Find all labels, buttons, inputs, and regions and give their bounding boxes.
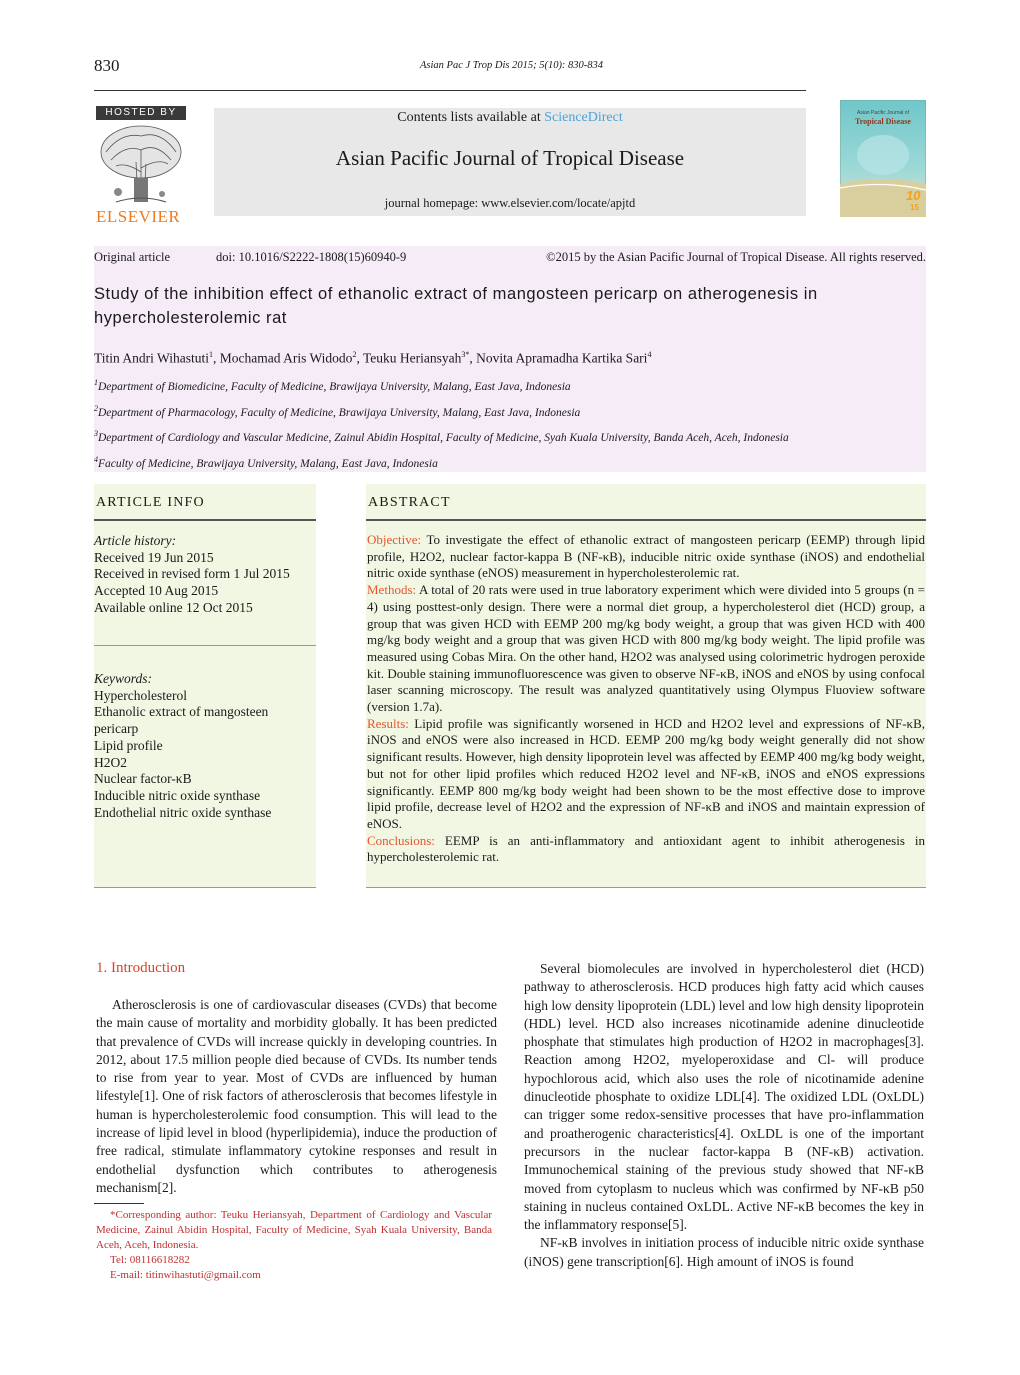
cover-issue-number: 10 — [906, 188, 921, 203]
introduction-heading: 1. Introduction — [96, 960, 186, 976]
cover-issue-year: 15 — [910, 203, 919, 212]
author-sup: 4 — [647, 350, 652, 359]
hosted-by-label: HOSTED BY — [96, 106, 186, 120]
elsevier-tree-logo — [96, 122, 186, 208]
article-info-heading: ARTICLE INFO — [96, 495, 205, 510]
author-list: Titin Andri Wihastuti$^1$, Mochamad Aris Widodo$^2$, Teuku Heriansyah$^{3*}$, Novita Apramadha Kartika Sari$^4$ — [94, 350, 652, 366]
corresponding-author: *Corresponding author: Teuku Heriansyah, Department of Cardiology and Vascular Medicine, Zainul Abidin Hospital, Faculty of Medicine, Syah Kuala University, Banda Aceh, Aceh, Indonesia. — [96, 1209, 492, 1251]
author-name: Novita Apramadha Kartika Sari — [476, 350, 648, 366]
history-item: Received 19 Jun 2015 — [94, 549, 214, 565]
doi[interactable]: doi: 10.1016/S2222-1808(15)60940-9 — [216, 250, 407, 264]
divider — [366, 519, 926, 521]
author-telephone: Tel: 08116618282 — [110, 1254, 190, 1266]
keywords — [94, 671, 304, 821]
page-number: 830 — [94, 56, 120, 75]
body-paragraph: NF-κB involves in initiation process of inducible nitric oxide synthase (iNOS) gene transcription[6]. High amount of iNOS is found — [524, 1235, 924, 1269]
footnote-rule — [94, 1203, 144, 1204]
cover-title-line2: Tropical Disease — [855, 117, 911, 126]
results-text: Lipid profile was significantly worsened in HCD and H2O2 level and expressions of NF-κB, iNOS and eNOS were also increased in HCD. EEMP 200 mg/kg body weight generally did not show significant results. However, high density lipoprotein level was affected by EEMP 400 mg/kg body weight, but not for other lipid profiles which reduced H2O2 level and NF-κB, iNOS and eNOS expressions significantly. EEMP 800 mg/kg body weight had been shown to be the most effective dose to improve lipid profile, decrease level of H2O2 and the expression of NF-κB and iNOS and maintain expression of eNOS. — [367, 715, 925, 831]
journal-homepage[interactable]: journal homepage: www.elsevier.com/locate/apjtd — [384, 196, 636, 210]
keyword: Lipid profile — [94, 737, 163, 753]
body-right-column — [524, 960, 924, 1271]
affiliation: $^1$Department of Biomedicine, Faculty of Medicine, Brawijaya University, Malang, East Java, Indonesia — [94, 378, 571, 393]
affiliation: $^2$Department of Pharmacology, Faculty of Medicine, Brawijaya University, Malang, East Java, Indonesia — [94, 404, 581, 419]
copyright: ©2015 by the Asian Pacific Journal of Tropical Disease. All rights reserved. — [546, 250, 926, 264]
keyword: Nuclear factor-κB — [94, 771, 192, 787]
affiliation: $^4$Faculty of Medicine, Brawijaya University, Malang, East Java, Indonesia — [94, 455, 438, 470]
keyword: Inducible nitric oxide synthase — [94, 787, 261, 803]
keyword: Endothelial nitric oxide synthase — [94, 804, 272, 820]
sciencedirect-link[interactable]: ScienceDirect — [544, 110, 623, 125]
objective-label: Objective: — [367, 532, 422, 547]
body-paragraph: Several biomolecules are involved in hypercholesterol diet (HCD) pathway to atherosclerosis. HCD produces high fatty acid which causes high low density lipoprotein (LDL) level and low high density lipoprotein (HDL) level. HCD also increases nicotinamide adenine dinucleotide phosphate that stimulates high production of H2O2 in macrophages[3]. Reaction among H2O2, myeloperoxidase and Cl- will produce hypochlorous acid, which also uses the role of nicotinamide adenine dinucleotide phosphate to oxidize LDL[4]. The oxidized LDL (OxLDL) can trigger some redox-sensitive processes that have pro-inflammation and proatherogenic characteristics[4]. OxLDL is one of the important precursors in the nuclear factor-kappa B (NF-κB) activation. Immunochemical staining of the previous study showed that NF-κB moved from cytoplasm to nucleus which was confirmed by NF-κB p50 staining in nucleus contained OxLDL. Active NF-κB becomes the key in the inflammatory response[5]. — [524, 961, 924, 1233]
objective-text: To investigate the effect of ethanolic extract of mangosteen pericarp (EEMP) through lipid profile, H2O2, nuclear factor-kappa B (NF-κB), inducible nitric oxide synthase (iNOS) and endothelial nitric oxide synthase (eNOS) measurement in hypercholesterolemic rat. — [367, 532, 925, 581]
conclusions-text: EEMP is an anti-inflammatory and antioxidant agent to inhibit atherogenesis in hypercholesterolemic rat. — [367, 832, 926, 865]
methods-text: A total of 20 rats were used in true laboratory experiment which were divided into 5 groups (n = 4) using posttest-only design. There were a normal diet group, a hypercholesterol diet (HCD) group, a group that was given HCD with EEMP 200 mg/kg body weight, a group that was given HCD with 400 mg/kg body weight and a group that was given HCD with 800 mg/kg body weight. The lipid profile was measured using Cobas Mira. On the other hand, H2O2 was analysed using colorimetric hydrogen peroxide kit. Double staining immunofluorescence was given to observe NF-κB, iNOS and eNOS by using confocal laser scanning microscopy. The result was analyzed quantitatively using Olympus Fluoview software (version 1.7a). — [367, 582, 925, 715]
methods-label: Methods: — [367, 582, 417, 598]
divider — [366, 887, 926, 888]
history-item: Accepted 10 Aug 2015 — [94, 583, 219, 599]
abstract-heading: ABSTRACT — [368, 495, 451, 510]
history-item: Available online 12 Oct 2015 — [94, 599, 253, 615]
running-head: Asian Pac J Trop Dis 2015; 5(10): 830-834 — [420, 60, 604, 71]
author-email[interactable]: E-mail: titinwihastuti@gmail.com — [110, 1269, 261, 1281]
divider — [94, 519, 316, 521]
keyword: Hypercholesterol — [94, 687, 187, 703]
affiliation: $^3$Department of Cardiology and Vascular Medicine, Zainul Abidin Hospital, Faculty of Medicine, Syah Kuala University, Banda Aceh, Aceh, Indonesia — [94, 429, 789, 444]
author-sup: 2 — [352, 350, 357, 359]
author-name: Titin Andri Wihastuti — [94, 350, 209, 366]
divider — [94, 887, 316, 888]
history-item: Received in revised form 1 Jul 2015 — [94, 566, 290, 582]
author-sup: 1 — [208, 350, 213, 359]
author-name: Teuku Heriansyah — [362, 350, 462, 366]
abstract-body — [367, 532, 925, 866]
keyword: H2O2 — [94, 754, 127, 770]
body-left-column — [96, 996, 497, 1197]
header-rule — [94, 90, 806, 91]
author-name: Mochamad Aris Widodo — [219, 350, 353, 366]
elsevier-wordmark: ELSEVIER — [96, 207, 181, 226]
cover-title-line1: Asian Pacific Journal of — [857, 110, 909, 116]
journal-name: Asian Pacific Journal of Tropical Disease — [335, 146, 685, 170]
article-history — [94, 533, 304, 617]
contents-prefix: Contents lists available at — [397, 110, 545, 125]
keywords-label: Keywords: — [94, 671, 152, 686]
contents-line — [214, 110, 806, 126]
journal-cover-image — [840, 100, 926, 217]
divider — [94, 645, 316, 646]
article-type: Original article — [94, 250, 171, 264]
conclusions-label: Conclusions: — [367, 832, 435, 848]
author-sup: 3* — [461, 350, 470, 359]
history-label: Article history: — [94, 533, 177, 548]
body-paragraph: Atherosclerosis is one of cardiovascular diseases (CVDs) that become the main cause of mortality and morbidity globally. It has been predicted that prevalence of CVDs will increase quickly in developing countries. In 2012, about 17.5 million people died because of CVDs. Its number tends to rise from year to year. Most of CVDs are influenced by human lifestyle[1]. One of risk factors of atherosclerosis that becomes lifestyle in human is hypercholesterolemic food consumption. This will lead to the increase of lipid level in blood (hyperlipidemia), induce the production of free radical, stimulate inflammatory cytokine responses and result in endothelial dysfunction which contributes to atherogenesis mechanism[2]. — [96, 997, 497, 1195]
corresponding-author-footnote — [96, 1208, 492, 1283]
keyword: Ethanolic extract of mangosteen pericarp — [94, 704, 269, 737]
results-label: Results: — [367, 715, 409, 731]
article-title: Study of the inhibition effect of ethanolic extract of mangosteen pericarp on atherogenesis in hypercholesterolemic rat — [94, 285, 818, 327]
